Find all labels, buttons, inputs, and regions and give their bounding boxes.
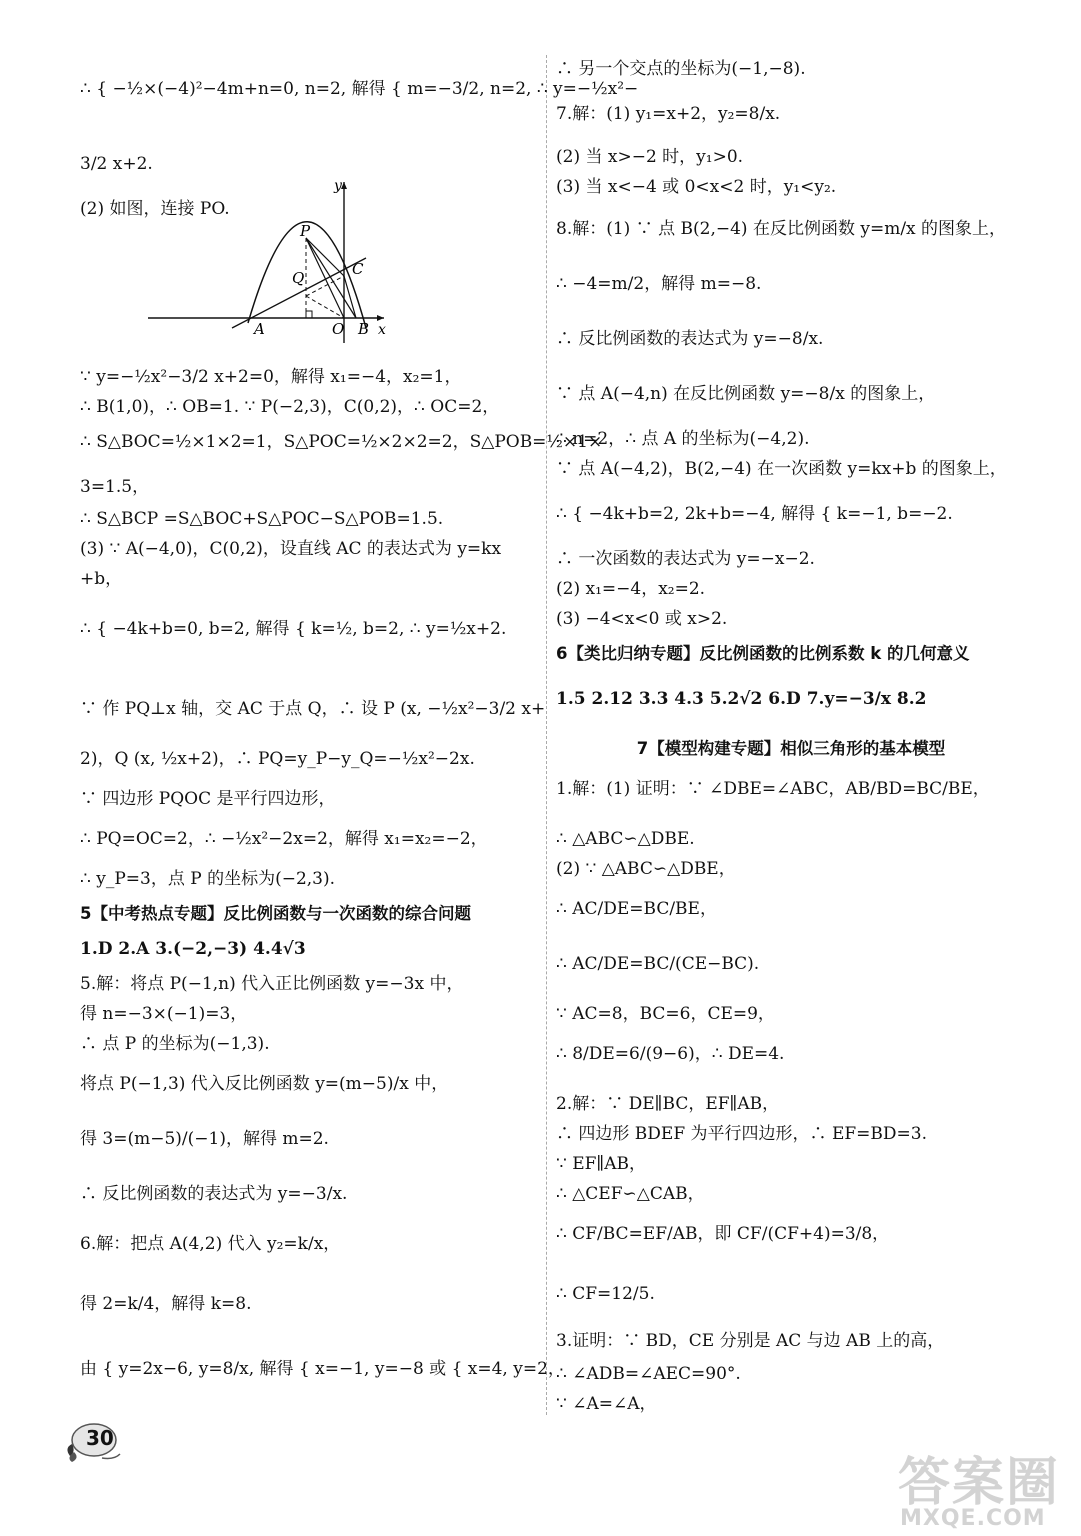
x-axis-arrow xyxy=(377,315,384,321)
text-line: ∴ S△BOC=½×1×2=1，S△POC=½×2×2=2，S△POB=½×1× xyxy=(80,432,603,452)
label-a: A xyxy=(254,320,265,338)
text-line: ∴ ∠ADB=∠AEC=90°. xyxy=(556,1364,741,1384)
text-line: ∴ 另一个交点的坐标为(−1,−8). xyxy=(556,59,806,79)
text-line: (3) 当 x<−4 或 0<x<2 时，y₁<y₂. xyxy=(556,177,837,197)
text-line: ∵ 点 A(−4,2)，B(2,−4) 在一次函数 y=kx+b 的图象上， xyxy=(556,459,1007,479)
text-line: ∴ 反比例函数的表达式为 y=−3/x. xyxy=(80,1184,348,1204)
text-line: 由 { y=2x−6, y=8/x, 解得 { x=−1, y=−8 或 { x=4, y=2， xyxy=(80,1359,565,1379)
label-q: Q xyxy=(292,269,305,287)
text-line: ∵ 四边形 PQOC 是平行四边形， xyxy=(80,789,336,809)
parabola-figure xyxy=(148,178,388,343)
text-line: ∴ 点 P 的坐标为(−1,3). xyxy=(80,1034,270,1054)
text-line: 5.解：将点 P(−1,n) 代入正比例函数 y=−3x 中， xyxy=(80,974,464,994)
text-line: ∴ { −4k+b=2, 2k+b=−4, 解得 { k=−1, b=−2. xyxy=(556,504,953,524)
label-p: P xyxy=(300,222,311,240)
text-line: (3) −4<x<0 或 x>2. xyxy=(556,609,728,629)
section-heading: 6【类比归纳专题】反比例函数的比例系数 k 的几何意义 xyxy=(556,644,970,663)
text-line: (2) x₁=−4，x₂=2. xyxy=(556,579,706,599)
text-line: ∴ 反比例函数的表达式为 y=−8/x. xyxy=(556,329,824,349)
label-x: x xyxy=(378,322,386,338)
text-line: (2) ∵ △ABC∽△DBE， xyxy=(556,859,736,879)
text-line: ∴ −4=m/2，解得 m=−8. xyxy=(556,274,762,294)
text-line: 1.5 2.12 3.3 4.3 5.2√2 6.D 7.y=−3/x 8.2 xyxy=(556,689,927,709)
text-line: ∵ AC=8，BC=6，CE=9， xyxy=(556,1004,775,1024)
text-line: (2) 当 x>−2 时，y₁>0. xyxy=(556,147,744,167)
text-line: ∴ AC/DE=BC/(CE−BC). xyxy=(556,954,760,974)
text-line: ∴ AC/DE=BC/BE， xyxy=(556,899,717,919)
text-line: 得 n=−3×(−1)=3， xyxy=(80,1004,248,1024)
text-line: 3/2 x+2. xyxy=(80,154,153,174)
section-heading: 5【中考热点专题】反比例函数与一次函数的综合问题 xyxy=(80,904,471,923)
label-c: C xyxy=(352,260,364,278)
text-line: ∴ y_P=3，点 P 的坐标为(−2,3). xyxy=(80,869,336,889)
text-line: 3.证明：∵ BD，CE 分别是 AC 与边 AB 上的高， xyxy=(556,1331,945,1351)
text-line: 3=1.5， xyxy=(80,477,150,497)
text-line: 2)，Q (x, ½x+2)，∴ PQ=y_P−y_Q=−½x²−2x. xyxy=(80,749,475,769)
text-line: ∴ { −½×(−4)²−4m+n=0, n=2, 解得 { m=−3/2, n=2, ∴ y=−½x²− xyxy=(80,79,639,99)
text-line: 将点 P(−1,3) 代入反比例函数 y=(m−5)/x 中， xyxy=(80,1074,449,1094)
text-line: ∴ 一次函数的表达式为 y=−x−2. xyxy=(556,549,815,569)
text-line: ∵ 作 PQ⊥x 轴，交 AC 于点 Q，∴ 设 P (x, −½x²−3/2 x+ xyxy=(80,699,546,719)
right-angle-mark xyxy=(306,311,312,318)
text-line: 1.解：(1) 证明：∵ ∠DBE=∠ABC，AB/BD=BC/BE， xyxy=(556,779,990,799)
text-line: ∴ △ABC∽△DBE. xyxy=(556,829,695,849)
text-line: ∴ PQ=OC=2，∴ −½x²−2x=2，解得 x₁=x₂=−2， xyxy=(80,829,488,849)
text-line: ∴ 四边形 BDEF 为平行四边形，∴ EF=BD=3. xyxy=(556,1124,927,1144)
watermark-url: MXQE.COM xyxy=(900,1506,1046,1531)
text-line: ∴ n=2，∴ 点 A 的坐标为(−4,2). xyxy=(556,429,810,449)
text-line: ∴ CF/BC=EF/AB，即 CF/(CF+4)=3/8， xyxy=(556,1224,890,1244)
text-line: 得 2=k/4，解得 k=8. xyxy=(80,1294,252,1314)
text-line: +b， xyxy=(80,569,123,589)
label-y: y xyxy=(334,178,342,194)
text-line: ∵ y=−½x²−3/2 x+2=0，解得 x₁=−4，x₂=1， xyxy=(80,367,462,387)
label-o: O xyxy=(332,320,345,338)
page-number: 30 xyxy=(86,1426,114,1450)
text-line: 2.解：∵ DE∥BC，EF∥AB， xyxy=(556,1094,780,1114)
section-heading: 7【模型构建专题】相似三角形的基本模型 xyxy=(636,739,946,758)
watermark xyxy=(880,1440,1080,1536)
text-line: 7.解：(1) y₁=x+2，y₂=8/x. xyxy=(556,104,781,124)
text-line: (2) 如图，连接 PO. xyxy=(80,199,230,219)
text-line: ∴ 8/DE=6/(9−6)，∴ DE=4. xyxy=(556,1044,785,1064)
label-b: B xyxy=(358,320,370,338)
text-line: 得 3=(m−5)/(−1)，解得 m=2. xyxy=(80,1129,329,1149)
text-line: ∴ B(1,0)，∴ OB=1. ∵ P(−2,3)，C(0,2)，∴ OC=2， xyxy=(80,397,500,417)
text-line: ∵ EF∥AB， xyxy=(556,1154,647,1174)
text-line: ∴ { −4k+b=0, b=2, 解得 { k=½, b=2, ∴ y=½x+2. xyxy=(80,619,507,639)
text-line: 8.解：(1) ∵ 点 B(2,−4) 在反比例函数 y=m/x 的图象上， xyxy=(556,219,1007,239)
text-line: 1.D 2.A 3.(−2,−3) 4.4√3 xyxy=(80,939,306,959)
text-line: (3) ∵ A(−4,0)，C(0,2)，设直线 AC 的表达式为 y=kx xyxy=(80,539,502,559)
watermark-text: 答案圈 xyxy=(898,1453,1061,1513)
text-line: ∵ 点 A(−4,n) 在反比例函数 y=−8/x 的图象上， xyxy=(556,384,936,404)
segment-po xyxy=(306,238,344,318)
segment-cb xyxy=(344,276,356,318)
text-line: ∴ △CEF∽△CAB， xyxy=(556,1184,705,1204)
text-line: ∴ CF=12/5. xyxy=(556,1284,655,1304)
segment-pc xyxy=(306,238,344,276)
text-line: 6.解：把点 A(4,2) 代入 y₂=k/x， xyxy=(80,1234,341,1254)
segment-pb xyxy=(306,238,356,318)
text-line: ∴ S△BCP =S△BOC+S△POC−S△POB=1.5. xyxy=(80,509,444,529)
column-divider xyxy=(546,55,547,1415)
text-line: ∵ ∠A=∠A， xyxy=(556,1394,657,1414)
